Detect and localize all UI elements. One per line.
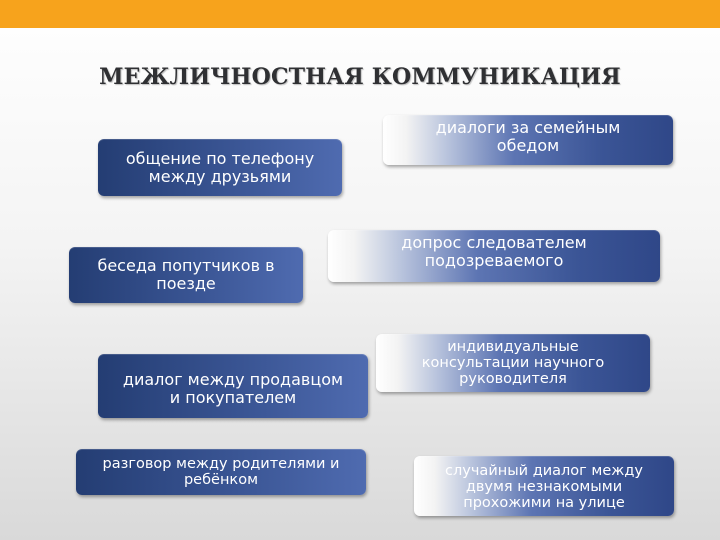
example-box-phone-friends — [98, 139, 342, 196]
example-label: допрос следователем подозреваемого — [401, 233, 587, 270]
example-label: общение по телефону между друзьями — [125, 148, 315, 186]
example-label: случайный диалог между двумя незнакомыми прохожими на улице — [445, 462, 643, 512]
example-label: диалог между продавцом и покупателем — [122, 370, 344, 407]
top-accent-bar — [0, 0, 720, 28]
example-label: разговор между родителями и ребёнком — [102, 455, 340, 488]
example-box-seller-buyer — [98, 354, 368, 418]
example-box-family-dinner — [383, 115, 673, 165]
example-box-parents-child — [76, 449, 366, 495]
example-box-supervisor-consultation — [376, 334, 650, 392]
example-label: беседа попутчиков в поезде — [97, 256, 275, 293]
example-box-train-passengers — [69, 247, 303, 303]
example-label: индивидуальные консультации научного руководителя — [421, 338, 605, 388]
example-box-strangers-dialog — [414, 456, 674, 516]
example-label: диалоги за семейным обедом — [435, 118, 621, 155]
example-box-interrogation — [328, 230, 660, 282]
slide-title: МЕЖЛИЧНОСТНАЯ КОММУНИКАЦИЯ — [99, 64, 621, 90]
